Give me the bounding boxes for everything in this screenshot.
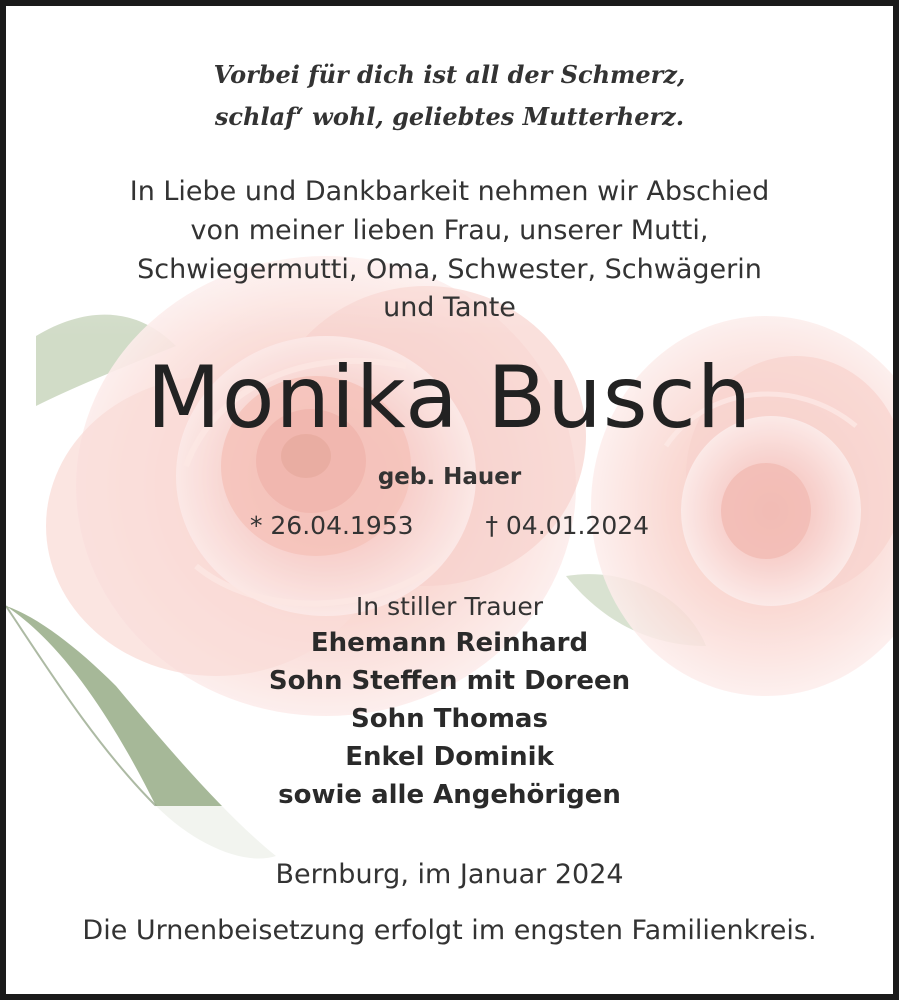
obituary-content xyxy=(6,6,893,994)
burial-note: Die Urnenbeisetzung erfolgt im engsten Familienkreis. xyxy=(82,915,817,946)
mourning-label: In stiller Trauer xyxy=(355,592,544,621)
death-date: † 04.01.2024 xyxy=(485,511,650,540)
life-dates xyxy=(6,511,893,540)
intro-line-2: von meiner lieben Frau, unserer Mutti, xyxy=(190,215,709,246)
intro-line-1: In Liebe und Dankbarkeit nehmen wir Abschied xyxy=(129,176,770,207)
verse-line-2: schlaf‘ wohl, geliebtes Mutterherz. xyxy=(214,102,685,131)
family-member-5: sowie alle Angehörigen xyxy=(278,780,621,810)
intro-line-4: und Tante xyxy=(383,292,516,323)
family-member-2: Sohn Steffen mit Doreen xyxy=(268,666,631,696)
birth-date: * 26.04.1953 xyxy=(249,511,414,540)
family-member-4: Enkel Dominik xyxy=(345,742,554,772)
family-member-3: Sohn Thomas xyxy=(351,704,548,734)
deceased-name: Monika Busch xyxy=(146,348,753,448)
maiden-name: geb. Hauer xyxy=(377,464,522,490)
place-and-date: Bernburg, im Januar 2024 xyxy=(275,859,624,890)
verse-line-1: Vorbei für dich ist all der Schmerz, xyxy=(213,60,686,89)
intro-line-3: Schwiegermutti, Oma, Schwester, Schwägerin xyxy=(137,254,762,285)
family-member-1: Ehemann Reinhard xyxy=(310,628,589,658)
